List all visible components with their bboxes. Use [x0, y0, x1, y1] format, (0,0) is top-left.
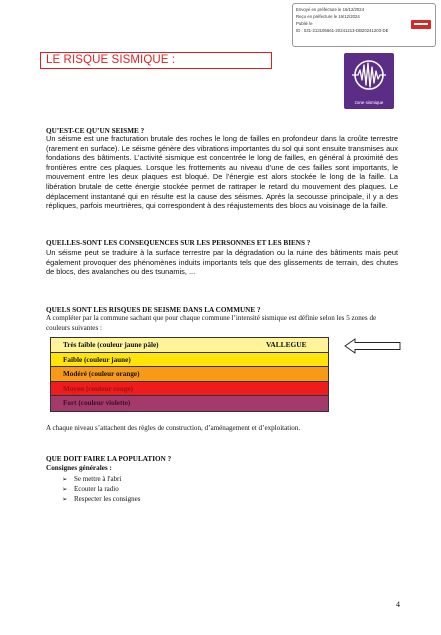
heading-risks: QUELS SONT LES RISQUES DE SEISME DANS LA COMMUNE ?: [46, 306, 261, 314]
list-item-text: Se mettre à l'abri: [74, 475, 122, 483]
arrow-bullet-icon: ➢: [62, 496, 68, 504]
heading-what-is-earthquake: QU’EST-CE QU’UN SEISME ?: [46, 127, 145, 135]
page-number: 4: [396, 600, 400, 609]
paragraph-risks-intro: A compléter par la commune sachant que pour chaque commune l’intensité sismique est définie selon les 5 zones de couleurs suivantes :: [46, 314, 377, 332]
table-row-faible: [51, 353, 328, 368]
row-label: Faible (couleur jaune): [63, 355, 131, 364]
table-row-modere: [51, 367, 328, 382]
arrow-bullet-icon: ➢: [62, 486, 68, 494]
stamp-line-received: Reçu en préfecture le 16/12/2024: [296, 14, 360, 19]
list-item-text: Ecouter la radio: [74, 485, 119, 494]
stamp-line-published: Publié le: [296, 21, 313, 26]
row-label: Modéré (couleur orange): [63, 370, 140, 379]
heading-consequences: QUELLES-SONT LES CONSEQUENCES SUR LES PERSONNES ET LES BIENS ?: [46, 239, 311, 247]
subheading-general-instructions: Consignes générales :: [46, 464, 112, 472]
arrow-bullet-icon: ➢: [62, 476, 68, 483]
page-title: LE RISQUE SISMIQUE :: [46, 54, 176, 66]
paragraph-what-is-earthquake: Un séisme est une fracturation brutale des roches le long de failles en profondeur dans la croûte terrestre (rarement en surface). Le séisme génère des vibrations importantes du sol qui sont ensuite transmises aux fondations des bâtiments. L’activité sismique est concentrée le long de failles, en général à proximité des frontières entre ces plaques. Lorsque les frottements au niveau d’une de ces failles sont importants, le mouvement entre les deux plaques est bloqué. De l’énergie est alors stockée le long de la faille. La libération brutale de cette énergie stockée permet de rattraper le retard du mouvement des plaques. Le déplacement instantané qui en résulte est la cause des séismes. Après la secousse principale, il y a des répliques, parfois meurtrières, qui correspondent à des réajustements des blocs au voisinage de la faille.: [46, 134, 398, 211]
stamp-line-sent: Envoyé en préfecture le 16/12/2024: [296, 7, 365, 12]
table-row-tres-faible: [51, 338, 328, 353]
list-item-text: Respecter les consignes: [74, 495, 141, 504]
row-label: Très faible (couleur jaune pâle): [63, 341, 159, 349]
row-label: Fort (couleur violette): [63, 399, 131, 408]
commune-name: VALLEGUE: [266, 340, 307, 349]
arrow-left-icon: [344, 338, 402, 359]
paragraph-consequences: Un séisme peut se traduire à la surface terrestre par la dégradation ou la ruine des bâtiments mais peut également provoquer des phénomènes induits importants tels que des glissements de terrain, des chutes de blocs, des avalanches ou des tsunamis, ...: [46, 248, 398, 277]
table-row-fort: [51, 396, 328, 411]
heading-what-to-do: QUE DOIT FAIRE LA POPULATION ?: [46, 455, 172, 463]
row-label: Moyen (couleur rouge): [63, 384, 134, 393]
seismic-intensity-table: [50, 337, 329, 412]
stamp-line-id: ID : 031-213105661-20241213-DB20241203-DE: [296, 28, 389, 33]
logo-caption: zone sismique: [354, 100, 384, 105]
paragraph-risks-footer: A chaque niveau s’attachent des règles de construction, d’aménagement et d’exploitation.: [46, 424, 301, 432]
prefecture-logo-icon: [411, 20, 431, 29]
table-row-moyen: [51, 382, 328, 397]
prefecture-stamp: [292, 3, 436, 47]
